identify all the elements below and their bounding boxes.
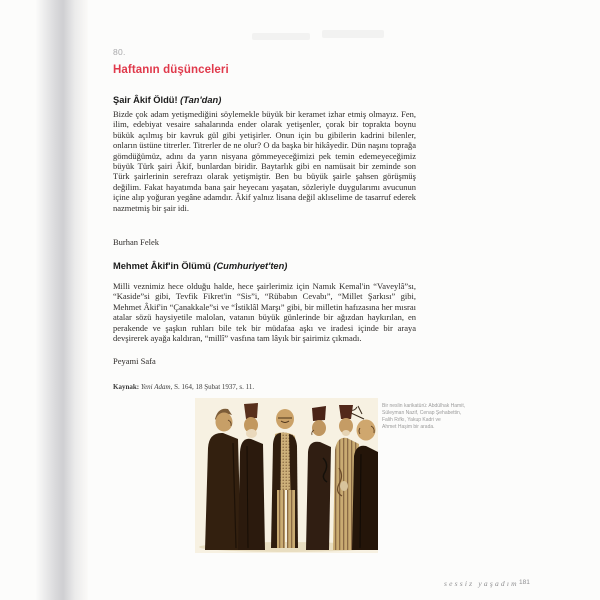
caption-line: Süleyman Nazif, Cenap Şehabettin, xyxy=(382,410,462,416)
caption-line: Falih Rıfkı, Yakup Kadri ve xyxy=(382,417,441,423)
page-bleedthrough xyxy=(252,33,310,40)
source-line xyxy=(113,383,254,391)
source-label: Kaynak: xyxy=(113,383,140,391)
caricature-illustration xyxy=(195,398,378,553)
article2-source: (Cumhuriyet'ten) xyxy=(213,261,288,271)
article1-title xyxy=(113,95,221,105)
source-rest: S. 164, 18 Şubat 1937, s. 11. xyxy=(174,383,255,391)
binding-shadow xyxy=(36,0,88,600)
caption-line: Ahmet Haşim bir arada. xyxy=(382,424,435,430)
caption-line: Bir neslin karikatürü: Abdülhak Hamit, xyxy=(382,403,466,409)
caricature-drawing xyxy=(195,398,378,553)
article1-title-text: Şair Âkif Öldü! xyxy=(113,95,178,105)
article1-source: (Tan'dan) xyxy=(180,95,222,105)
section-title: Haftanın düşünceleri xyxy=(113,64,229,76)
footer-book-title: sessiz yaşadım xyxy=(444,579,519,588)
article1-author: Burhan Felek xyxy=(113,237,160,247)
article2-author: Peyami Safa xyxy=(113,356,156,366)
page-bleedthrough xyxy=(322,30,384,38)
article2-title xyxy=(113,261,287,271)
article2-body: Milli veznimiz hece olduğu halde, hece şairlerimiz için Namık Kemal'in “Vaveylâ”sı, “Kaside”si gibi, Tevfik Fikret'in “Sis”i, “Rübabın Cevabı”, “Millet Şarkısı” gibi, Mehmet Âkif'in “Çanakkale”si ve “İstiklâl Marşı” gibi, bir milletin hafızasına her mısraı atalar sözü haysiyetile malolan, vatanın büyük günlerinde bir ağızdan haykırılan, en perakende ve şaşkın ruhları bile tek bir müdafaa aşkı ve iradesi içinde bir araya devşirerek ayağa kaldıran, “millî” vasfına tam lâyık bir şairimiz çıkmadı. xyxy=(113,281,416,344)
article1-body: Bizde çok adam yetişmediğini söylemekle büyük bir keramet izhar etmiş olmayız. Fen, ilim, edebiyat vesaire sahalarında ender olarak yetişenler, çorak bir toprakta boynu bükük açılmış bir kavruk gül gibi yetişirler. Onun için bu gibilerin kadrini bilenler, onların üstüne titrerler. Titrerler de ne olur? O da başka bir hikâyedir. Dün naşını toprağa gömdüğümüz, adını da yarın nisyana gömmeyeceğimizi pek temin edemeyeceğimiz büyük Türk şairi Âkif, bunlardan biridir. Baytarlık gibi en namüsait bir zeminde son Türk şairlerinin serefrazı olarak yetişmiştir. Ben bu büyük şairle şahsen görüşmüş değilim. Fakat hayatımda bana şair heyecanı yaşatan, sözleriyle duygularımı avucunun içine alıp yoğuran yegâne adamdır. Âkif yalnız lisana değil aklıselime de tasarruf ederek nazmetmiş bir şair idi. xyxy=(113,109,416,213)
illustration-caption xyxy=(382,403,482,431)
footer-page-number: 181 xyxy=(519,579,530,586)
source-work: Yeni Adam, xyxy=(140,383,173,391)
article2-title-text: Mehmet Âkif'in Ölümü xyxy=(113,261,211,271)
item-number: 80. xyxy=(113,47,126,57)
